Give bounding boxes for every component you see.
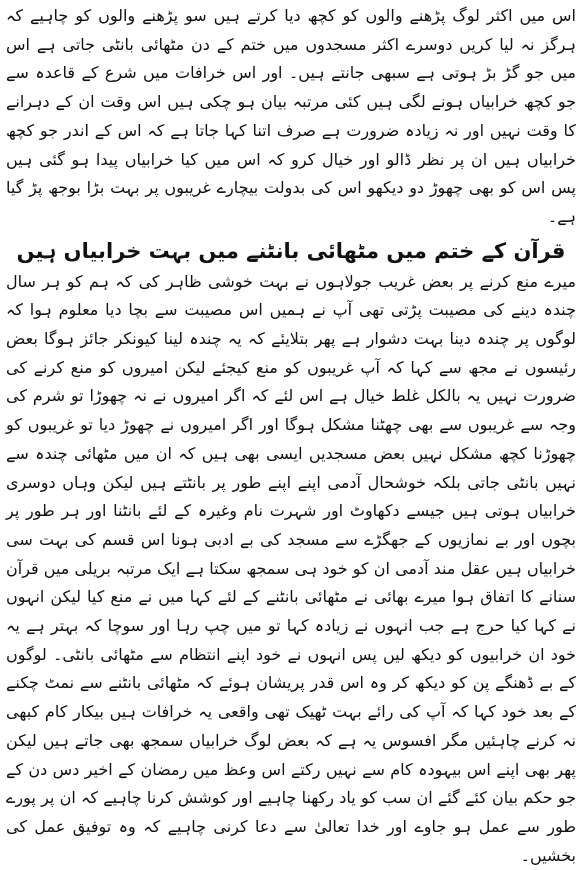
section-heading: قرآن کے ختم میں مٹھائی بانٹنے میں بہت خرابیاں ہیں xyxy=(16,238,566,263)
paragraph-2: میرے منع کرنے پر بعض غریب جولاہوں نے بہت خوشی ظاہر کی کہ ہم کو ہر سال چندہ دینے کی مصیبت پڑتی تھی آپ نے ہمیں اس مصیبت سے بچا دیا معلوم ہوا کہ لوگوں پر چندہ دینا بہت دشوار ہے پھر بتلایئے کہ یہ چندہ لینا کیونکر جائز ہوگا بعض رئیسوں نے مجھ سے کہا کہ آپ غریبوں کو منع کیجئے لیکن امیروں کو منع کرنے کی ضرورت نہیں یہ بالکل غلط خیال ہے اس لئے کہ اگر امیروں نے نہ چھوڑا تو شرم کی وجہ سے غریبوں سے بھی چھٹنا مشکل ہوگا اور اگر امیروں نے چھوڑ دیا تو غریبوں کو چھوڑنا کچھ مشکل نہیں بعض مسجدیں ایسی بھی ہیں کہ ان میں مٹھائی چندہ سے نہیں بانٹی جاتی بلکہ خوشحال آدمی اپنے اپنے طور پر بانٹتے ہیں لیکن وہاں دوسری خرابیاں ہوتی ہیں جیسے دکھاوٹ اور شہرت نام وغیرہ کے لئے بانٹنا اور ہر طور پر بچوں اور بے نمازیوں کے جھگڑے سے مسجد کی بے ادبی ہونا اس قسم کی بہت سی خرابیاں ہیں عقل مند آدمی ان کو خود ہی سمجھ سکتا ہے ایک مرتبہ بریلی میں قرآن سنانے کا اتفاق ہوا میرے بھائی نے مٹھائی بانٹنے کے لئے کہا میں نے منع کیا لیکن انہوں نے کہا کیا حرج ہے جب انہوں نے زیادہ کہا تو میں چپ رہا اور سوچا کہ بہتر ہے یہ خود ان خرابیوں کو دیکھ لیں پس انہوں نے خود اپنے انتظام سے مٹھائی بانٹی۔ لوگوں کے بے ڈھنگے پن کو دیکھ کر وہ اس قدر پریشان ہوئے کہ مٹھائی بانٹنے سے نمٹ چکنے کے بعد خود کہا کہ آپ کی رائے بہت ٹھیک تھی واقعی یہ خرافات ہیں بیکار کام کبھی نہ کرنے چاہئیں مگر افسوس یہ ہے کہ بعض لوگ خرابیاں سمجھ بھی جاتے ہیں لیکن پھر بھی اپنے اس بیہودہ کام سے نہیں رکتے اس وعظ میں رمضان کے اخیر دس دن کے جو حکم بیان کئے گئے ان سب کو یاد رکھنا چاہیے اور کوشش کرنا چاہیے کہ ان پر پورے طور سے عمل ہو جاوے اور خدا تعالیٰ سے دعا کرنی چاہیے کہ وہ توفیق عمل کی بخشیں۔ xyxy=(6,271,576,865)
paragraph-1: اس میں اکثر لوگ پڑھنے والوں کو کچھ دیا کرتے ہیں سو پڑھنے والوں کو چاہیے کہ ہرگز نہ لیا کریں دوسرے اکثر مسجدوں میں ختم کے دن مٹھائی بانٹی جاتی ہے اس میں جو گڑ بڑ ہوتی ہے سبھی جانتے ہیں۔ اور اس خرافات میں شرع کے قاعدہ سے جو کچھ خرابیاں ہونے لگی ہیں کئی مرتبہ بیان ہو چکی ہیں اس وقت ان کے دہرانے کا وقت نہیں اور نہ زیادہ ضرورت ہے صرف اتنا کہا جاتا ہے کہ اس کے اندر جو کچھ خرابیاں ہیں ان پر نظر ڈالو اور خیال کرو کہ اس میں کیا خرابیاں پیدا ہو گئی ہیں پس اس کو بھی چھوڑ دو دیکھو اس کی بدولت بیچارے غریبوں پر بہت بڑا بوجھ پڑ گیا ہے۔ xyxy=(6,6,576,226)
